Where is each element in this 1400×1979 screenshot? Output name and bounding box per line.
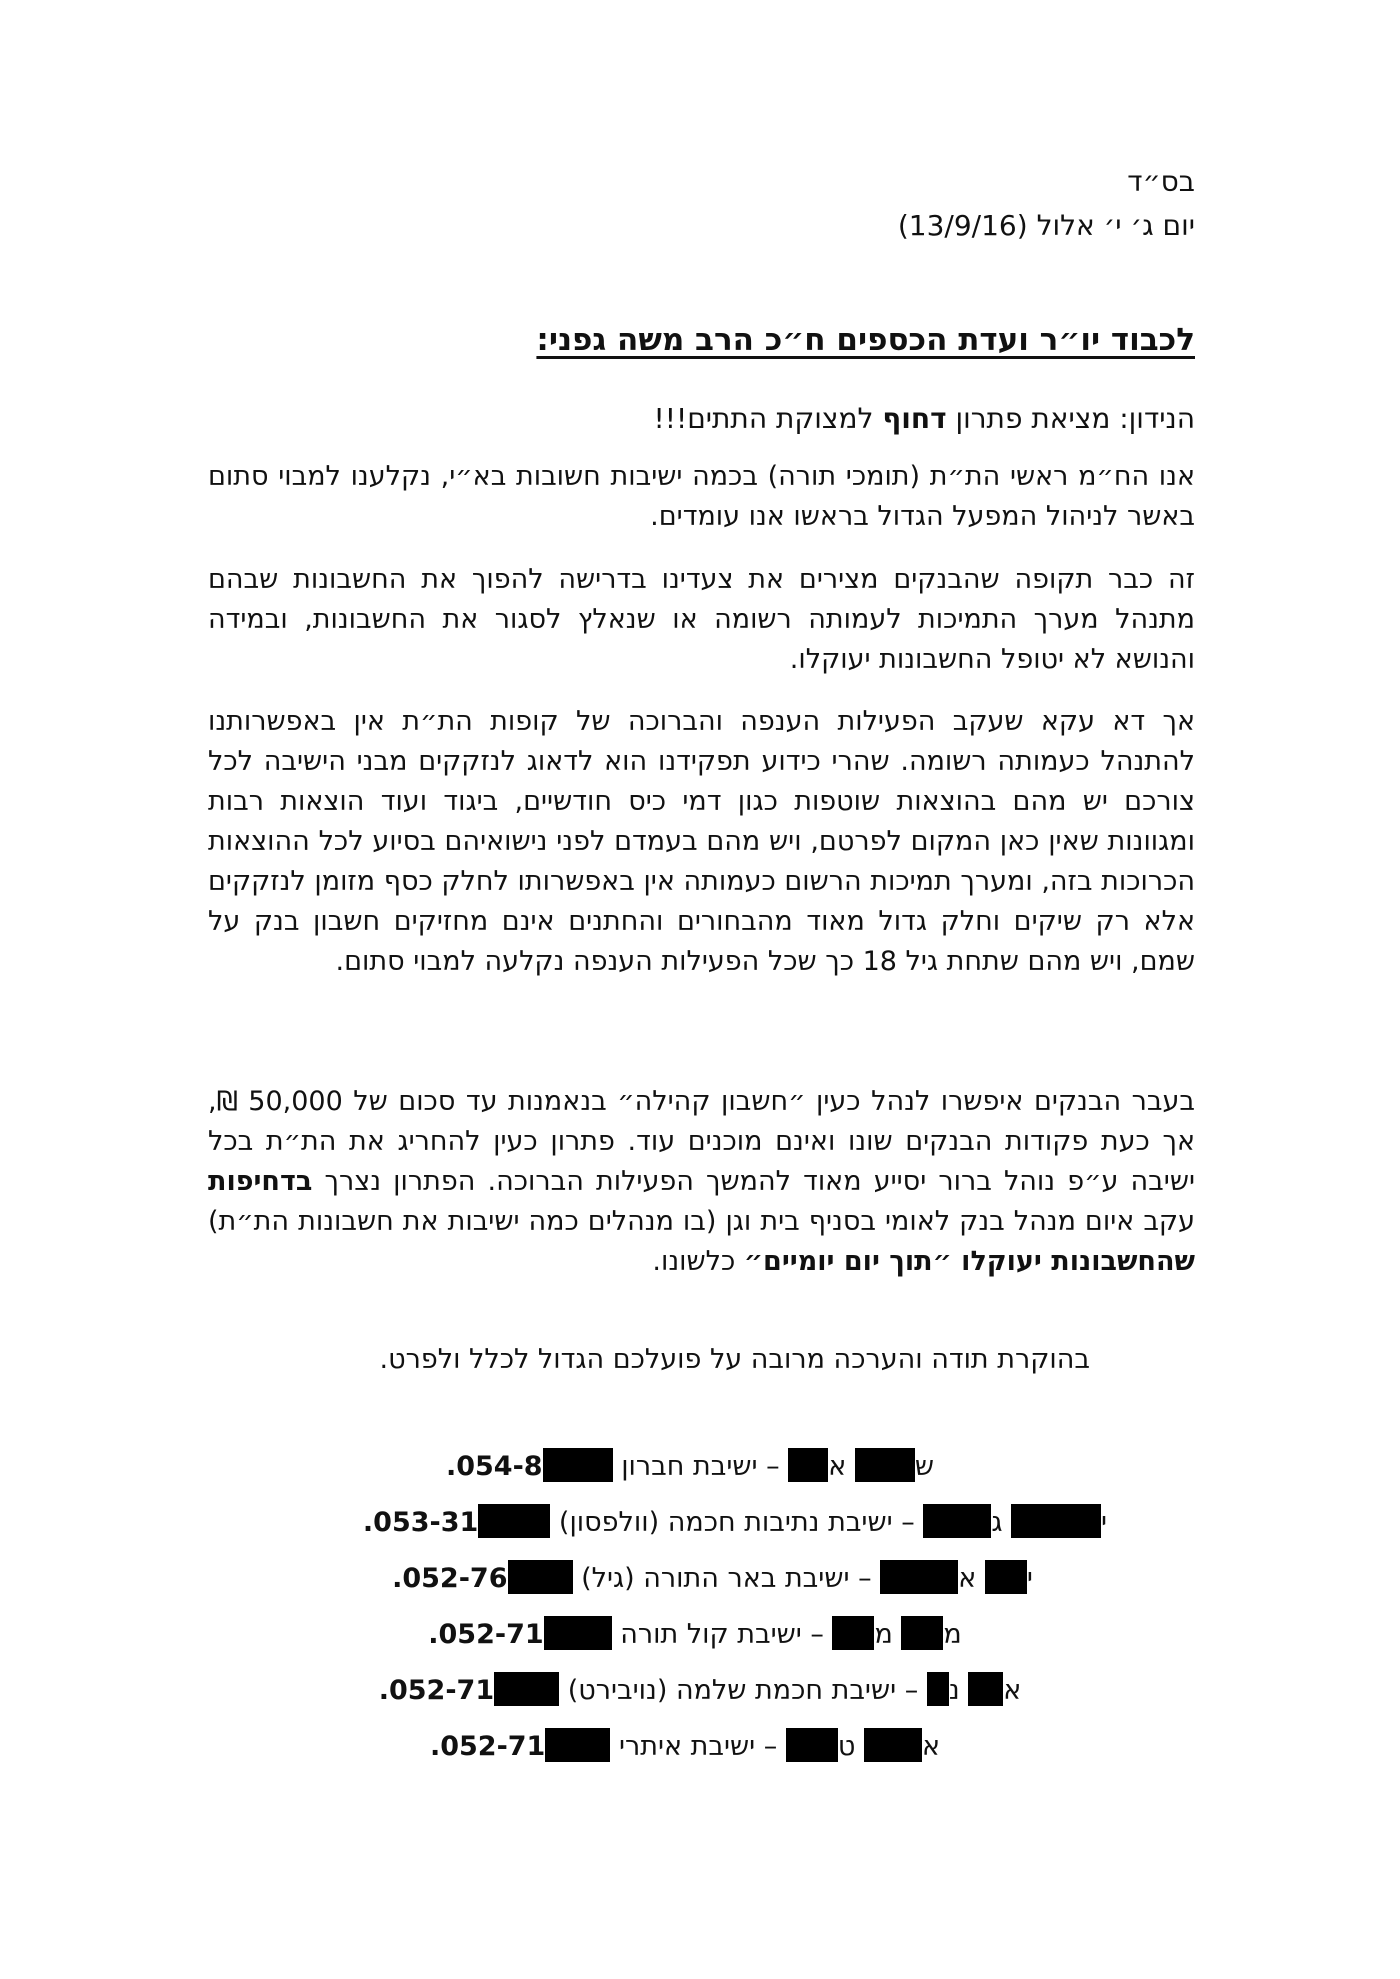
signer-phone: 053-31: [373, 1507, 479, 1538]
signer-initial: נ: [948, 1675, 960, 1706]
signer-phone: 054-8: [456, 1451, 543, 1482]
redaction-block: [855, 1448, 915, 1482]
signer-initial: ש: [914, 1451, 935, 1482]
salutation: לכבוד יו״ר ועדת הכספים ח״כ הרב משה גפני:: [536, 322, 1195, 358]
redaction-block: [985, 1560, 1027, 1594]
redaction-block: [508, 1560, 573, 1594]
closing-line: בהוקרת תודה והערכה מרובה על פועלכם הגדול לכלל ולפרט.: [379, 1344, 1090, 1375]
signer-yeshiva: – ישיבת קול תורה: [620, 1619, 824, 1650]
signer-row: [200, 1671, 1200, 1727]
signer-row: [200, 1559, 1225, 1615]
signer-initial: מ: [943, 1619, 962, 1650]
subject-emphasis: דחוף: [882, 402, 947, 435]
paragraph-4-emphasis-urgent: בדחיפות: [208, 1166, 313, 1197]
signer-phone: 052-71: [438, 1619, 544, 1650]
letter-header: [898, 160, 1195, 248]
signer-phone-period: .: [428, 1619, 439, 1650]
redaction-block: [927, 1672, 949, 1706]
signer-phone: 052-76: [402, 1563, 508, 1594]
signers-list: [200, 1447, 1200, 1783]
letter-date: יום ג׳ י׳ אלול (13/9/16): [897, 209, 1195, 242]
signer-yeshiva: – ישיבת חכמת שלמה (נויבירט): [567, 1675, 919, 1706]
redaction-block: [786, 1728, 838, 1762]
paragraph-3: אך דא עקא שעקב הפעילות הענפה והברוכה של קופות הת״ת אין באפשרותנו להתנהל כעמותה רשומה. שהרי כידוע תפקידנו הוא לדאוג לנזקקים מבני הישיבה לכל צורכם יש מהם בהוצאות שוטפות כגון דמי כיס חודשיים, ביגוד ועוד הוצאות רבות ומגוונות שאין כאן המקום לפרטם, ויש מהם בעמדם לפני נישואיהם בסיוע לכל ההוצאות הכרוכות בזה, ומערך תמיכות הרשום כעמותה אין באפשרותו לחלק כסף מזומן לנזקקים אלא רק שיקים וחלק גדול מאוד מהבחורים והחתנים אינם מחזיקים חשבון בנק על שמם, ויש מהם שתחת גיל 18 כך שכל הפעילות הענפה נקלעה למבוי סתום.: [208, 706, 1195, 977]
redaction-block: [544, 1616, 612, 1650]
signer-row: [200, 1727, 1170, 1783]
signer-initial: א: [921, 1731, 941, 1762]
redaction-block: [880, 1560, 958, 1594]
paragraph-1: אנו הח״מ ראשי הת״ת (תומכי תורה) בכמה ישיבות חשובות בא״י, נקלענו למבוי סתום באשר לניהול המפעל הגדול בראשו אנו עומדים.: [208, 461, 1195, 532]
signer-phone-period: .: [392, 1563, 403, 1594]
signer-initial: א: [1003, 1675, 1022, 1706]
subject-prefix: הנידון: מציאת פתרון: [955, 402, 1195, 435]
signer-phone-period: .: [362, 1507, 374, 1538]
paragraph-2: זה כבר תקופה שהבנקים מצירים את צעדינו בדרישה להפוך את החשבונות שבהם מתנהל מערך התמיכות לעמותה רשומה או שנאלץ לסגור את החשבונות, ובמידה והנושא לא יטופל החשבונות יעוקלו.: [208, 564, 1195, 675]
redaction-block: [545, 1728, 610, 1762]
signer-phone: 052-71: [440, 1731, 546, 1762]
signer-phone-period: .: [378, 1675, 389, 1706]
signer-initial: א: [958, 1563, 977, 1594]
redaction-block: [901, 1616, 943, 1650]
paragraph-4-emphasis-seizure: שהחשבונות יעוקלו ״תוך יום יומיים״: [743, 1246, 1195, 1277]
redaction-block: [543, 1448, 613, 1482]
redaction-block: [864, 1728, 922, 1762]
signer-row: [200, 1447, 1180, 1503]
signer-row: [200, 1503, 1270, 1559]
paragraph-4-part-a: בעבר הבנקים איפשרו לנהל כעין ״חשבון קהילה״ בנאמנות עד סכום של 50,000 ₪, אך כעת פקודות הבנקים שונו ואינם מוכנים עוד. פתרון כעין להחריג את הת״ת בכל ישיבה ע״פ נוהל ברור יסייע מאוד להמשך הפעילות הברוכה. הפתרון נצרך: [208, 1086, 1195, 1197]
signer-initial: מ: [874, 1619, 893, 1650]
signer-row: [200, 1615, 1190, 1671]
signer-initial: ג: [991, 1507, 1003, 1538]
subject-suffix: למצוקת התתים!!!: [653, 402, 874, 435]
signer-initial: י: [1101, 1507, 1108, 1538]
paragraph-4-part-c: עקב איום מנהל בנק לאומי בסניף בית וגן (בו מנהלים כמה ישיבות את חשבונות הת״ת): [208, 1206, 1195, 1237]
signer-initial: ט: [837, 1731, 856, 1762]
signer-yeshiva: – ישיבת איתרי: [618, 1731, 778, 1762]
signer-yeshiva: – ישיבת באר התורה (גיל): [581, 1563, 872, 1594]
redaction-block: [1011, 1504, 1101, 1538]
redaction-block: [788, 1448, 828, 1482]
signer-phone: 052-71: [388, 1675, 495, 1706]
signer-initial: י: [1026, 1563, 1033, 1594]
redaction-block: [478, 1504, 550, 1538]
signer-yeshiva: – ישיבת נתיבות חכמה (וולפסון): [558, 1507, 915, 1538]
redaction-block: [968, 1672, 1003, 1706]
signer-initial: א: [828, 1451, 847, 1482]
redaction-block: [923, 1504, 991, 1538]
subject-line: [654, 402, 1195, 435]
bsd-mark: בס״ד: [1127, 165, 1195, 198]
signer-phone-period: .: [429, 1731, 441, 1762]
signer-yeshiva: – ישיבת חברון: [621, 1451, 780, 1482]
signer-phone-period: .: [445, 1451, 457, 1482]
paragraph-4: [208, 1082, 1195, 1282]
redaction-block: [494, 1672, 559, 1706]
paragraph-4-part-e: כלשונו.: [652, 1246, 736, 1277]
redaction-block: [832, 1616, 874, 1650]
